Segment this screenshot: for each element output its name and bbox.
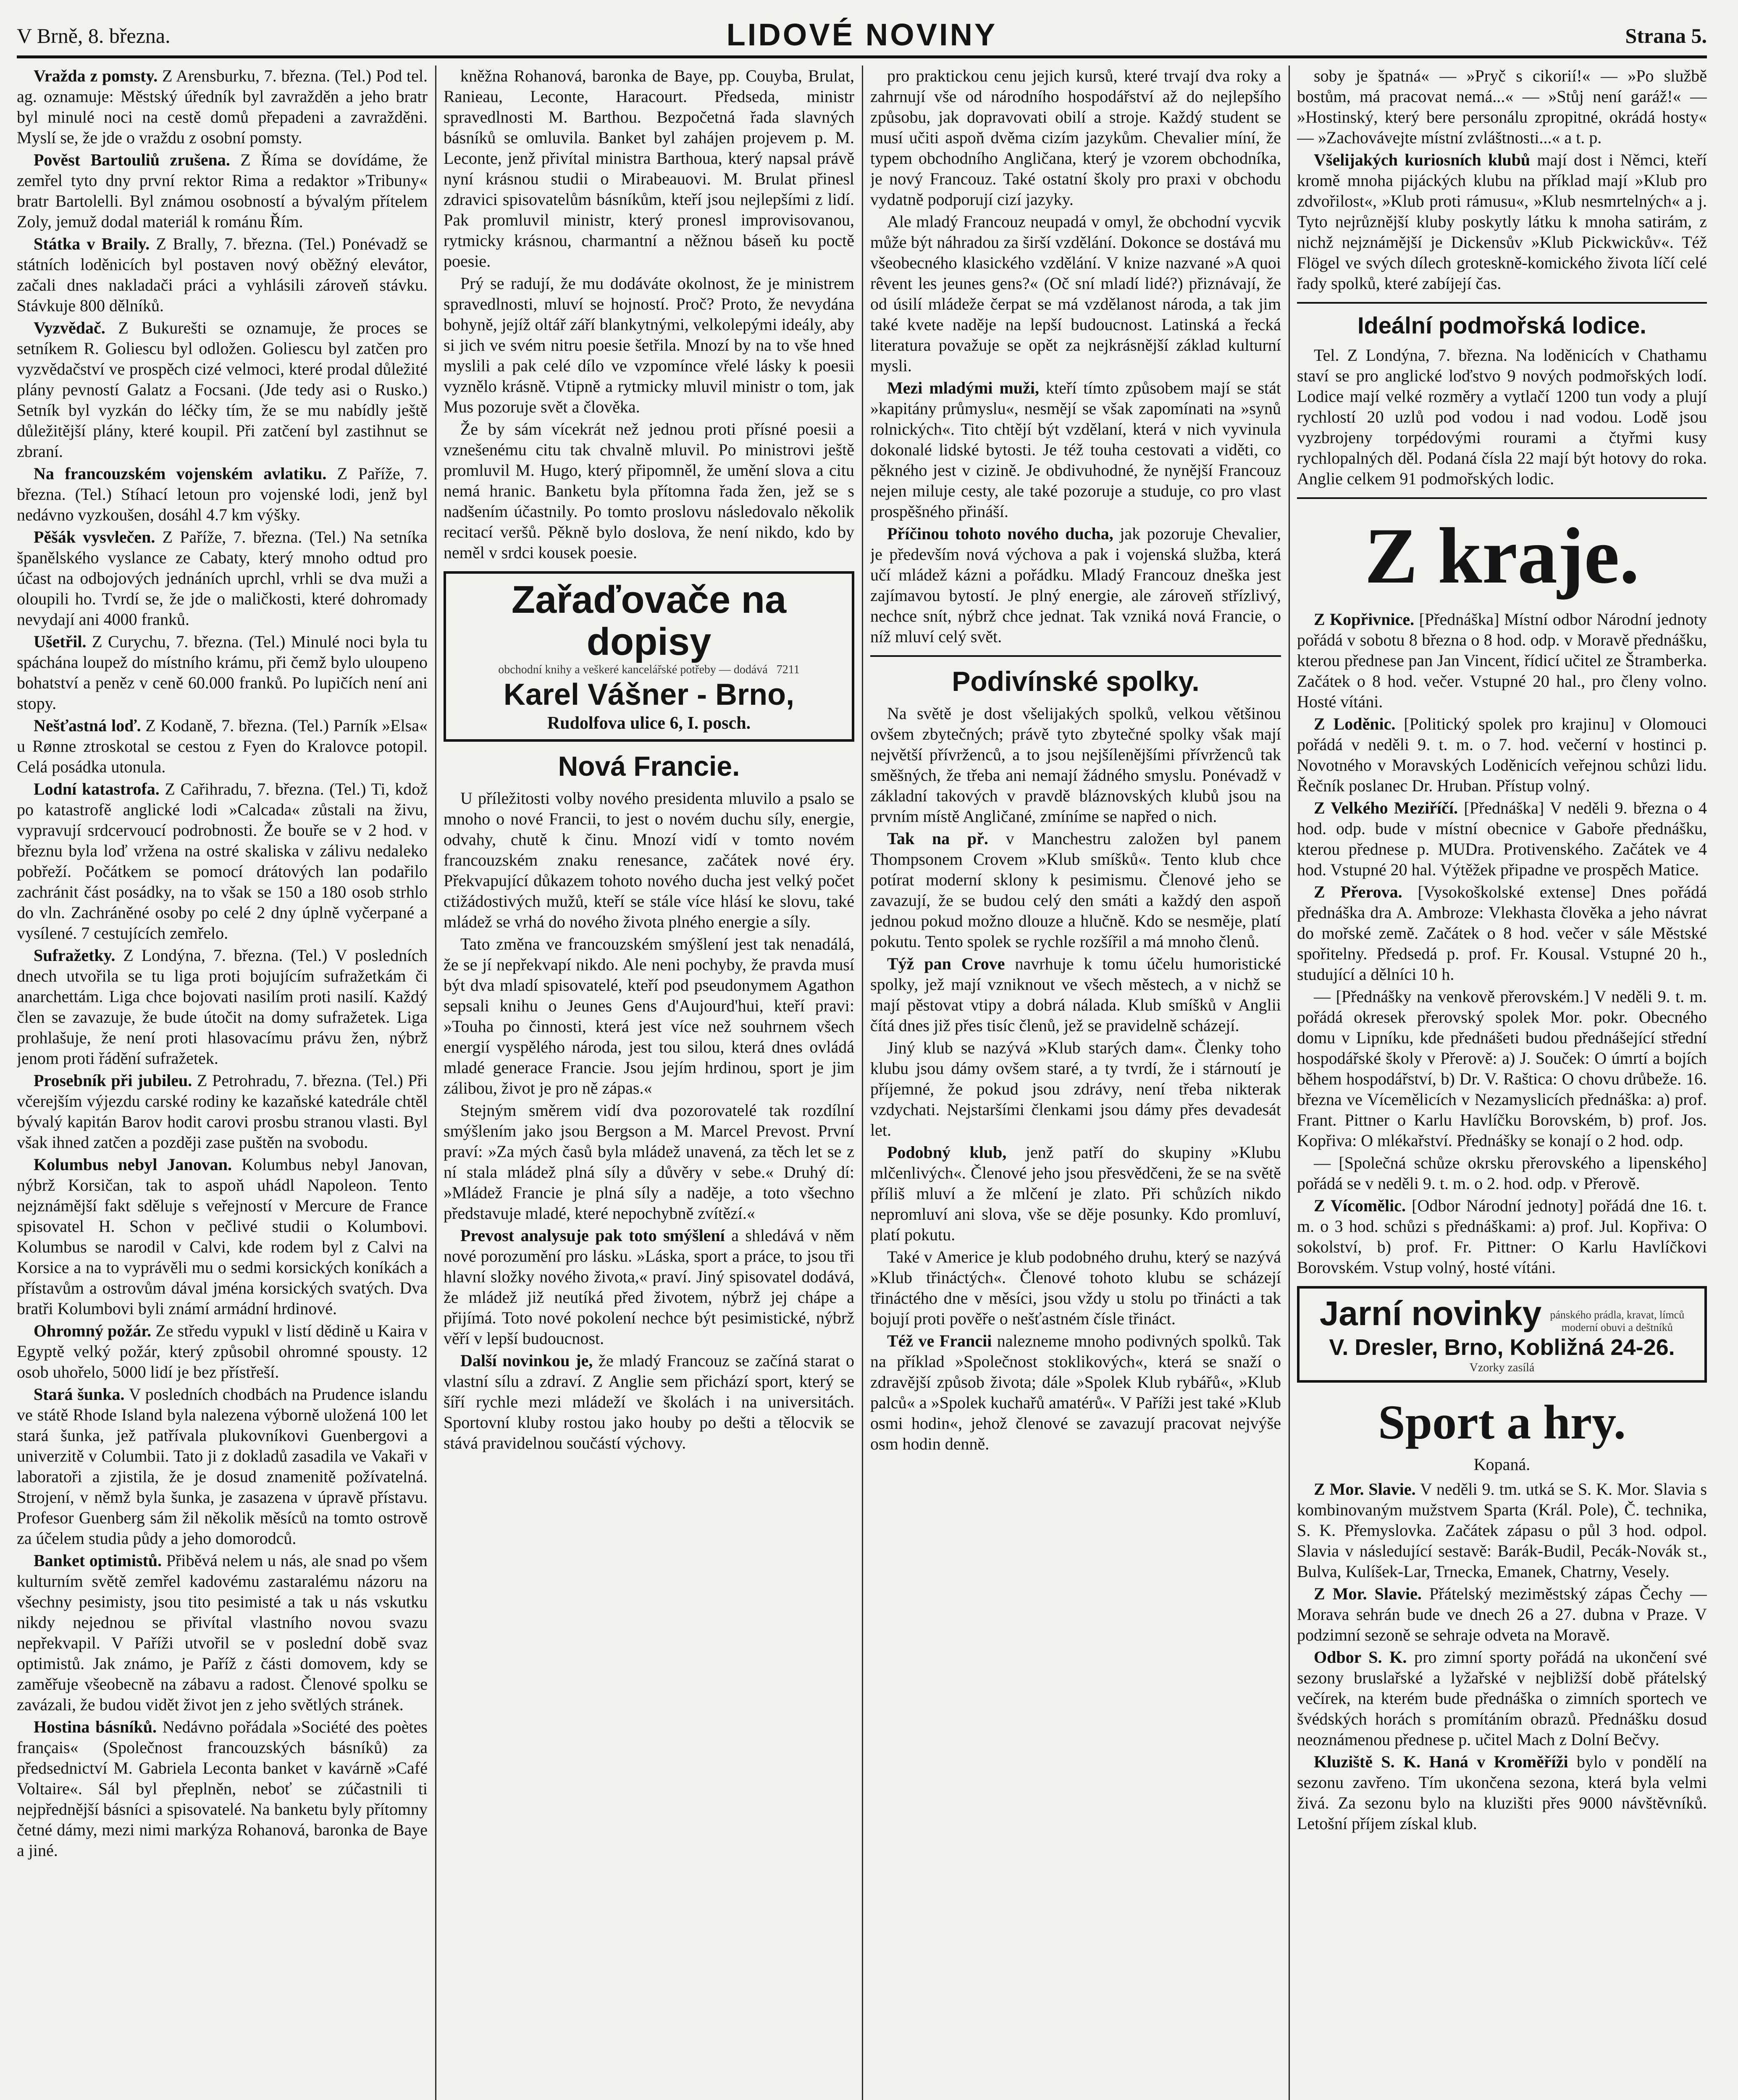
article-body: Jiný klub se nazývá »Klub starých dam«. Členky toho klubu jsou dámy ovšem staré, a ty tvrdí, že i stárnoutí je příjemné, že pokud jsou zdrávy, není třeba nikterak vzdychati. Nejstaršími členkami jsou dámy přes devadesát let. bbox=[870, 1038, 1281, 1139]
article-body: Nedávno pořádala »Société des poètes français« (Společnost francouzských básníků) za předsednictví M. Gabriela Leconta banket v kavárně »Café Voltaire«. Sál byl přeplněn, neboť se zúčastnili ti nejpřednější básníci a spisovatelé. Na banketu byly přítomny četné dámy, mezi nimi markýza Rohanová, baronka de Baye a jiné. bbox=[17, 1717, 428, 1860]
article-paragraph bbox=[870, 953, 1281, 1036]
column-3-articles bbox=[870, 66, 1281, 647]
advertisement-dresler bbox=[1297, 1286, 1707, 1383]
newspaper-title: LIDOVÉ NOVINY bbox=[726, 17, 998, 52]
article-paragraph bbox=[17, 1550, 428, 1715]
advertisement-vasner bbox=[444, 571, 854, 742]
podmorska-lodice-text: Tel. Z Londýna, 7. března. Na loděnicích v Chathamu staví se pro anglické loďstvo 9 nových podmořských lodí. Lodice mají velké rozměry a vytlačí 1200 tun vody a plují rychlostí 20 uzlů pod vodou i nad vodou. Lodě jsou vyzbrojeny torpédovými rourami a čtyřmi kusy rychlopalných děl. Podaná čísla 22 mají být hotovy do roka. Anglie celkem 91 podmořských lodic. bbox=[1297, 346, 1707, 488]
article-paragraph bbox=[444, 788, 854, 932]
article-body: že mladý Francouz se začíná starat o vlastní sílu a zdraví. Z Anglie sem přichází sport, který se šíří rychle mezi mládeží ve školách i na universitách. Sportovní kluby rostou jako houby po dešti a tělocvik se stává pravidelnou součástí výchovy. bbox=[444, 1351, 854, 1452]
article-paragraph bbox=[1297, 609, 1707, 712]
article-body: kněžna Rohanová, baronka de Baye, pp. Couyba, Brulat, Ranieau, Leconte, Haracourt. Předseda, ministr spravedlnosti M. Barthou. Bezpočetná řada slavných básníků se omluvila. Banket byl zahájen projevem p. M. Leconte, jenž přivítal ministra Barthoua, který napsal právě nyní krásnou studii o Mirabeauovi. M. Brulat přinesl zdravici spisovatelům básníkům, kteří jsou nejlepšími z lidí. Pak promluvil ministr, který pronesl improvisovanou, rytmicky krásnou, charmantní a něžnou báseň ku poctě poesie. bbox=[444, 66, 854, 270]
article-lead: Z Kopřivnice. bbox=[1314, 610, 1415, 629]
article-lead: Nešťastná loď. bbox=[34, 716, 141, 735]
article-body: U příležitosti volby nového presidenta mluvilo a psalo se mnoho o nové Francii, to jest o novém duchu síly, energie, odvahy, chutě k činu. Mnozí vidí v tomto novém francouzském znaku renesance, začátek nové éry. Překvapující důkazem tohoto nového ducha jest velký počet ctižádostivých mužů, kteří se stále více hlásí ke slovu, také mládež se vrhá do nového života plného energie a síly. bbox=[444, 789, 854, 931]
article-paragraph bbox=[870, 378, 1281, 522]
article-lead: Další novinkou je, bbox=[460, 1351, 593, 1370]
article-body: nalezneme mnoho podivných spolků. Tak na příklad »Společnost stoklikových«, která se snaží o zdravější způsob života; dále »Spolek Klub rybářů«, »Klub palců« a »Spolek kuchařů amatérů«. V Paříži jest také »Klub osmi hodin«, jehož členové se zavazují pracovat nejvýše osm hodin denně. bbox=[870, 1331, 1281, 1453]
article-lead: Z Mor. Slavie. bbox=[1314, 1584, 1422, 1603]
section-divider bbox=[870, 655, 1281, 657]
article-body: Z Bukurešti se oznamuje, že proces se setníkem R. Goliescu byl odložen. Goliescu byl zatčen pro vyzvědačství ve prospěch cizé velmoci, které prodal důležité plány pevností Galatz a Focsani. (Jde tedy asi o Rusko.) Setník byl vyzkán do léčky tím, že se mu nabídly ještě důležitější plány, které koupil. Při zatčení byl zastihnut se zbraní. bbox=[17, 318, 428, 461]
article-paragraph bbox=[17, 1717, 428, 1861]
article-body: Stejným směrem vidí dva pozorovatelé tak rozdílní smýšlením jako jsou Bergson a M. Marcel Prevost. První praví: »Za mých časů byla mládež unavená, za těch let se z ní stala mládež plná síly a důvěry v sebe.« Druhý dí: »Mládež Francie je plná síly a naděje, a toto všechno představuje mladé, které nepochybně zvítězí.« bbox=[444, 1101, 854, 1223]
issue-date: V Brně, 8. března. bbox=[17, 24, 171, 47]
article-lead: Podobný klub, bbox=[887, 1143, 1007, 1162]
article-paragraph bbox=[1297, 1751, 1707, 1834]
article-body: v Manchestru založen byl panem Thompsonem Crovem »Klub smíšků«. Tento klub chce potírat moderní sklony k pesimismu. Členové jeho se zavazují, že se budou celý den smáti a každý den aspoň jednou pokud možno dlouze a hlučně. Kdo se nesměje, platí pokutu. Tento spolek se rychle rozšířil a má mnoho členů. bbox=[870, 829, 1281, 951]
article-lead: Z Mor. Slavie. bbox=[1314, 1480, 1416, 1499]
article-body: — [Přednášky na venkově přerovském.] V neděli 9. t. m. pořádá okresek přerovský spolek Mor. pokr. Obecného domu v Lipníku, kde přednášeti budou přednášející střední hospodářské školy v Přerově: a) J. Souček: O úmrtí a bojích během hospodářství, b) Dr. V. Raštica: O chovu drůbeže. 16. března ve Vícemělicích v Nezamyslicích přednáška: a) prof. Frant. Pittner o Karlu Havlíčku Borovském, b) prof. Jos. Kopřiva: O mlékařství. Přednášky se konají o 2 hod. odp. bbox=[1297, 987, 1707, 1150]
article-body: Na světě je dost všelijakých spolků, velkou většinou ovšem zbytečných; právě tyto zbytečné spolky však mají největší přívrženců, a to jsou nejšílenějšími přívrženců tak směšných, že třeba ani nemají žádného smyslu. Ponévadž v základní takových v pravdě bláznovských klubů jsou na prvním místě Angličané, zmíníme se napřed o nich. bbox=[870, 704, 1281, 826]
article-body: Ze středu vypukl v listí dědině u Kaira v Egyptě velký požár, který způsobil ohromné spousty. 12 osob uhořelo, 5000 lidí je bez přístřeší. bbox=[17, 1321, 428, 1381]
article-lead: Kolumbus nebyl Janovan. bbox=[34, 1155, 232, 1174]
article-body: soby je špatná« — »Pryč s cikorií!« — »Po službě bostům, má pracovat nemá...« — »Stůj není garáž!« — »Hostinský, který bere personálu zpropitné, okrádá hosty« — »Zachovávejte místní zvláštnosti...« a t. p. bbox=[1297, 66, 1707, 147]
article-paragraph bbox=[870, 1037, 1281, 1140]
article-paragraph bbox=[444, 66, 854, 271]
article-paragraph bbox=[1297, 1152, 1707, 1194]
article-paragraph bbox=[17, 1070, 428, 1152]
ad-phone: 7211 bbox=[776, 663, 800, 676]
article-paragraph bbox=[870, 1247, 1281, 1329]
sport-articles bbox=[1297, 1479, 1707, 1834]
article-paragraph bbox=[870, 703, 1281, 827]
article-body: Ale mladý Francouz neupadá v omyl, že obchodní vycvik může být náhradou za širší vzdělání. Dokonce se dostává mu všeobecného klasického vzdělání. V knize nazvané »A quoi rêvent les jeunes gens?« (Oč sní mladí lidé?) přiznávají, že od úsilí mládeže čerpat se má vzdělanost národa, a tak jim také kvete naděje na lepší budoucnost. Latinská a řecká literatura považuje se opět za nejkrásnější základ kulturní mysli. bbox=[870, 212, 1281, 375]
article-paragraph bbox=[1297, 150, 1707, 294]
article-paragraph bbox=[17, 463, 428, 525]
article-body: Z Cařihradu, 7. března. (Tel.) Ti, kdož po katastrofě anglické lodi »Calcada« zůstali na živu, vypravují srdcervoucí podrobnosti. Že bouře se v 2 hod. v březnu byla loď vržena na ostré skaliska v zálivu nedaleko pobřeží. Počátkem se pomocí drátových lan podařilo zachránit část posádky, na to však se 150 a 180 osob strhlo do vln. Zachráněné osoby po celé 2 dny úplně vyčerpané a vysílené. 7 cestujících zemřelo. bbox=[17, 780, 428, 942]
article-lead: Hostina básníků. bbox=[34, 1717, 157, 1736]
ad-goods-line-1: pánského prádla, kravat, límců bbox=[1550, 1308, 1685, 1321]
article-body: [Politický spolek pro krajinu] v Olomouci pořádá v neděli 9. t. m. o 7. hod. večerní v hostinci p. Novotného v Moravských Loděnicích veřejnou schůzi lidu. Řečník poslanec Dr. Hruban. Přístup volný. bbox=[1297, 714, 1707, 795]
article-paragraph bbox=[870, 523, 1281, 647]
article-paragraph bbox=[870, 211, 1281, 376]
article-body: [Přednáška] Místní odbor Národní jednoty pořádá v sobotu 8 března o 8 hod. odp. v Moravě přednášku, kterou přednese pan Jan Vincent, řídicí učitel ze Štramberka. Začátek o 8 hod. večer. Vstupné 20 hal., pro členy volno. Hosté vítáni. bbox=[1297, 610, 1707, 711]
column-3 bbox=[870, 66, 1281, 2100]
article-paragraph bbox=[870, 66, 1281, 210]
article-body: Přiběvá nelem u nás, ale snad po všem kulturním světě zemřel kadovému zastaralému názoru na všechny pesimisty, jsou tito pesimisté a tak u nás vskutku nikdy nejednou se přivítal vlastního novou svazu nepřekvapil. V Paříži utvořil se v poslední době svaz optimistů. Jak známo, je Paříž z části domovem, kdy se zaměřuje všeobecně na zábavu a radost. Členové spolku se zavázali, že budou vidět život jen z jeho světlých stránek. bbox=[17, 1551, 428, 1714]
section-divider bbox=[1297, 497, 1707, 499]
article-body: Tato změna ve francouzském smýšlení jest tak nenadálá, že se jí nepřekvapí nikdo. Ale neni pochyby, že pravda musí být dva mladí spisovatelé, kteří pod pseudonymem Agathon sepsali knihu o Jeunes Gens d'Aujourd'hui, kteří pravi: »Touha po činnosti, která jest více než souhrnem všech energií vyspělého národa, jest tou silou, která dnes ovládá mladé generace Francie. Jsou jejím hrdinou, sport je jim zálibou, život je pro ně zápas.« bbox=[444, 934, 854, 1097]
article-paragraph bbox=[1297, 714, 1707, 796]
article-body: V neděli 9. tm. utká se S. K. Mor. Slavia s kombinovaným mužstvem Sparta (Král. Pole), Č. technika, S. K. Přemyslovka. Začátek zápasu o půl 3 hod. odpol. Slavia v následující sestavě: Barák-Budil, Pecák-Novák st., Bulva, Kulíšek-Lar, Trnecka, Emanek, Chatrny, Vesely. bbox=[1297, 1480, 1707, 1581]
article-body: navrhuje k tomu účelu humoristické spolky, jež mají vzniknout ve všech městech, a v nichž se mají pěstovat vtipy a dobrá nálada. Klub smíšků v Anglii čítá dnes již přes tisíc členů, jež se pravidelně scházejí. bbox=[870, 954, 1281, 1035]
article-body: kteří tímto způsobem mají se stát »kapitány průmyslu«, nesmějí se však zapomínati na »synů rolnických«. Tito chtějí být vzdělaní, která v nich vyvinula dokonalé lidské bytosti. Je též touha cestovati a viděti, co pěkného jest v cizině. Je obdivuhodné, že nynější Francouz nejen miluje cesty, ale také pozoruje a studuje, co pro vlast prospěšného přináší. bbox=[870, 378, 1281, 521]
article-lead: Kluziště S. K. Haná v Kroměříži bbox=[1314, 1752, 1568, 1771]
article-lead: Vražda z pomsty. bbox=[34, 66, 158, 85]
article-body: [Přednáška] V neděli 9. března o 4 hod. odp. bude v místní obecnice v Gaboře přednášku, kterou přednese p. MUDra. Protivenského. Začátek ve 4 hod. Vstupné 20 hal. Výtěžek připadne ve prospěch Matice. bbox=[1297, 798, 1707, 879]
column-2-articles bbox=[444, 66, 854, 563]
article-body: pro zimní sporty pořádá na ukončení své sezony bruslařské a lyžařské v nejbližší době přátelský večírek, na kterém bude přednáška o zimních sportech ve švédských horách s promítáním obrazů. Přednášku dosud neoznámenou přednese p. učitel Mach z Dolní Bečvy. bbox=[1297, 1648, 1707, 1749]
article-paragraph bbox=[17, 1320, 428, 1382]
ad-goods-text: obchodní knihy a veškeré kancelářské potřeby — dodává bbox=[498, 663, 768, 676]
article-lead: Příčinou tohoto nového ducha, bbox=[887, 524, 1113, 543]
article-paragraph bbox=[444, 934, 854, 1098]
article-body: jenž patří do skupiny »Klubu mlčenlivých«. Členové jeho jsou přesvědčeni, že se na světě příliš mluví a že mlčení je zlato. Při schůzích nikdo nepromluví ani slova, vše se děje posunky. Kdo promluví, platí pokutu. bbox=[870, 1143, 1281, 1244]
article-paragraph bbox=[1297, 1583, 1707, 1645]
article-paragraph bbox=[444, 1225, 854, 1349]
article-lead: Ohromný požár. bbox=[34, 1321, 152, 1340]
article-lead: Na francouzském vojenském avlatiku. bbox=[34, 464, 327, 483]
article-paragraph bbox=[1297, 1647, 1707, 1750]
article-lead: Z Vícomělic. bbox=[1314, 1196, 1406, 1215]
article-paragraph bbox=[870, 1331, 1281, 1454]
column-1-articles bbox=[17, 66, 428, 1861]
ad-headline: Zařaďovače na dopisy bbox=[511, 578, 787, 663]
article-paragraph bbox=[17, 631, 428, 714]
article-paragraph bbox=[1297, 986, 1707, 1151]
article-body: jak pozoruje Chevalier, je především nová výchova a pak i vojenská služba, která učí mládež kázni a pořádku. Mladý Francouz dneška jest zajímavou bytostí. Je plný energie, ale zároveň střízlivý, nechce snít, nýbrž chce jednat. Tak vzniká nová Francie, o níž mluví celý svět. bbox=[870, 524, 1281, 646]
podivinske-spolky-article bbox=[870, 703, 1281, 1454]
article-lead: Též ve Francii bbox=[887, 1331, 992, 1350]
article-paragraph bbox=[1297, 882, 1707, 984]
z-kraje-articles bbox=[1297, 609, 1707, 1278]
article-lead: Odbor S. K. bbox=[1314, 1648, 1407, 1667]
article-paragraph bbox=[444, 419, 854, 563]
article-body: Z Arensburku, 7. března. (Tel.) Pod tel. ag. oznamuje: Městský úředník byl zavražděn a jeho bratr byl minulé noci na cestě domů přepadeni a zavražděni. Myslí se, že jde o vraždu z osobní pomsty. bbox=[17, 66, 428, 147]
article-body: Z Curychu, 7. března. (Tel.) Minulé noci byla tu spáchána loupež do místního krámu, při čemž bylo uloupeno bohatství a peněz v ceně 60.000 franků. Po lupičích není ani stopy. bbox=[17, 632, 428, 713]
section-divider bbox=[1297, 302, 1707, 304]
article-body: Že by sám vícekrát než jednou proti přísné poesii a vznešenému citu tak chvalně mluvil. Po ministrovi ještě promluvil M. Hugo, který připomněl, že umění slova a citu nemá hranic. Banketu byla přítomna řada žen, jež se s nadšením účastnily. Po tomto proslovu následovalo několik recitací veršů. Pěkně bylo doslova, že není nikdo, kdo by neměl v srdci kousek poesie. bbox=[444, 420, 854, 562]
article-body: [Vysokoškolské extense] Dnes pořádá přednáška dra A. Ambroze: Vlekhasta člověka a jeho návrat do mořské země. Začátek o 8 hod. večer v sále Městské spořitelny. Předsedá p. prof. Fr. Kousal. Vstupné 20 h., studující a dělníci 10 h. bbox=[1297, 882, 1707, 984]
article-lead: Týž pan Crove bbox=[887, 954, 1005, 973]
section-heading-podmorska-lodice: Ideální podmořská lodice. bbox=[1357, 312, 1646, 339]
article-lead: Sufražetky. bbox=[34, 946, 116, 965]
page-header bbox=[17, 15, 1707, 58]
article-paragraph bbox=[1297, 66, 1707, 148]
article-paragraph bbox=[870, 1142, 1281, 1245]
page-number: Strana 5. bbox=[1625, 24, 1707, 47]
article-paragraph bbox=[17, 779, 428, 943]
ad-address: Rudolfova ulice 6, I. posch. bbox=[547, 714, 751, 733]
article-body: mají dost i Němci, kteří kromě mnoha pijáckých klubu na příklad mají »Klub pro zdvořilost«, »Klub proti rámusu«, »Klub nesmrtelných« a j. Tyto nejrůznější kluby poskytly látku k mnoha satirám, z nichž nejznámější je Dickensův »Klub Pickwickův«. Též Flögel ve svých dílech groteskně-komického života líčí celé řady spolků, které zabíjejí čas. bbox=[1297, 150, 1707, 293]
column-2 bbox=[444, 66, 854, 2100]
article-body: Prý se radují, že mu dodáváte okolnost, že je ministrem spravedlnosti, mluví se hojností. Proč? Proto, že nevydána bohyně, jejíž oltář září blankytnými, velkolepými ideály, aby si jich ve svém nitru poesie šetřila. Mnozí by na to vše hned myslili a pak celé dílo ve vzpomínce vřelé lásky k poesii vyznělo krásně. Vtipně a rytmicky mluvil ministr o tom, jak Mus pozoruje svět a člověka. bbox=[444, 274, 854, 416]
article-lead: Tak na př. bbox=[887, 829, 988, 848]
section-heading-nova-francie: Nová Francie. bbox=[558, 751, 740, 782]
ad-company-name: V. Dresler, Brno, Kobližná 24-26. bbox=[1329, 1335, 1675, 1360]
article-body: pro praktickou cenu jejich kursů, které trvají dva roky a zahrnují vše od národního hospodářství až do nejlepšího způsobu, jak dopravovati obilí a stroje. Každý student se musí učiti aspoň dvěma cizím jazykům. Chevalier míní, že typem obchodního Angličana, který je vzorem obchodníka, je nový Francouz. Také ostatní školy pro praxi v obchodu vydatně podporují cizí jazyky. bbox=[870, 66, 1281, 209]
section-heading-podivinske-spolky: Podivínské spolky. bbox=[952, 666, 1200, 697]
article-lead: Z Přerova. bbox=[1314, 882, 1402, 901]
article-paragraph bbox=[17, 1384, 428, 1549]
article-lead: Ušetřil. bbox=[34, 632, 87, 651]
ad-note: Vzorky zasílá bbox=[1469, 1361, 1535, 1374]
article-body: Kolumbus nebyl Janovan, nýbrž Korsičan, tak to aspoň uhádl Napoleon. Tento nejznámější fakt sděluje s veřejností v Mercure de France spisovatel H. Schon v pečlivé studii o Kolumbovi. Kolumbus se narodil v Calvi, kde rodem byl z Calvi na Korsice a na to vyprávěli mu o sedmi korsických koníkách a přístavům a ostrovům dával jména korsických svatých. Dva bratři Kolumbovi byli známí armádní hrdinové. bbox=[17, 1155, 428, 1318]
column-4-top-articles bbox=[1297, 66, 1707, 294]
article-body: Přátelský meziměstský zápas Čechy — Morava sehrán bude ve dnech 26 a 27. dubna v Praze. V podzimní sezoně se sehraje odveta na Moravě. bbox=[1297, 1584, 1707, 1644]
article-paragraph bbox=[17, 234, 428, 316]
article-paragraph bbox=[17, 715, 428, 777]
article-body: a shledává v něm nové porozumění pro lásku. »Láska, sport a práce, to jsou tři hlavní složky nového života,« praví. Jiný spisovatel dodává, že mládež již neutíká před životem, nýbrž jej chápe a přijímá. Toto nové pokolení nechce být pesimistické, nýbrž věří v lepší budoucnost. bbox=[444, 1226, 854, 1348]
article-paragraph bbox=[444, 273, 854, 417]
article-paragraph bbox=[17, 945, 428, 1068]
ad-goods bbox=[1550, 1309, 1684, 1334]
article-lead: Všelijakých kuriosních klubů bbox=[1314, 150, 1531, 169]
article-body: Z Brally, 7. března. (Tel.) Ponévadž se státních loděnicích byl postaven nový oběžný elevátor, začali dnes nakladači práci a vyhlásili zároveň stávku. Stávkuje 800 dělníků. bbox=[17, 234, 428, 315]
article-body: bylo v pondělí na sezonu zavřeno. Tím ukončena sezona, která byla velmi živá. Za sezonu bylo na kluzišti přes 9000 návštěvníků. Letošní příjem získal klub. bbox=[1297, 1752, 1707, 1833]
article-paragraph bbox=[1297, 1479, 1707, 1582]
article-body: — [Společná schůze okrsku přerovského a lipenského] pořádá se v neděli 9. t. m. o 2. hod. odp. v Přerově. bbox=[1297, 1153, 1707, 1193]
column-4 bbox=[1297, 66, 1707, 2100]
ad-goods-line-2: moderní obuvi a deštníků bbox=[1561, 1321, 1673, 1334]
article-paragraph bbox=[444, 1350, 854, 1453]
article-lead: Státka v Braily. bbox=[34, 234, 150, 253]
article-paragraph bbox=[1297, 798, 1707, 880]
article-body: V posledních chodbách na Prudence islandu ve státě Rhode Island byla nalezena výborně uložená 100 let stará šunka, jež patřívala plukovníkovi Guenbergovi a univerzitě v Columbii. Tato ji z dokladů zasadila ve Vakaři v laboratoři a zjistila, že je dosud znamenitě požívatelná. Strojení, v němž byla šunka, je zasazena v úpravě přístavu. Profesor Guenberg sám žil několik měsíců na tomto ostrově za účelem studia půdy a jeho domorodců. bbox=[17, 1385, 428, 1548]
article-lead: Prosebník při jubileu. bbox=[34, 1071, 192, 1090]
subsection-kopana: Kopaná. bbox=[1473, 1455, 1531, 1474]
article-lead: Prevost analysuje pak toto smýšlení bbox=[460, 1226, 725, 1245]
article-lead: Lodní katastrofa. bbox=[34, 780, 160, 798]
article-body: Také v Americe je klub podobného druhu, který se nazývá »Klub třináctých«. Členové tohoto klubu se scházejí třináctého dne v měsíci, jsou vždy u stolu po třinácti a tak bojují proti pověře o nešťastném čísle třináct. bbox=[870, 1247, 1281, 1328]
ad-headline: Jarní novinky bbox=[1319, 1294, 1542, 1333]
article-paragraph bbox=[17, 66, 428, 148]
article-paragraph bbox=[17, 150, 428, 232]
nova-francie-article bbox=[444, 788, 854, 1453]
section-heading-sport: Sport a hry. bbox=[1378, 1396, 1626, 1449]
section-heading-z-kraje: Z kraje. bbox=[1364, 512, 1640, 600]
article-paragraph bbox=[1297, 1195, 1707, 1278]
article-lead: Z Velkého Meziříčí. bbox=[1314, 798, 1458, 817]
newspaper-page bbox=[17, 15, 1707, 2100]
ad-company-name: Karel Vášner - Brno, bbox=[503, 678, 795, 711]
article-body: Z Kodaně, 7. března. (Tel.) Parník »Elsa« u Rønne ztroskotal se cestou z Fyen do Kralovce potopil. Celá posádka utonula. bbox=[17, 716, 428, 776]
article-paragraph bbox=[17, 527, 428, 630]
article-body: Z Petrohradu, 7. března. (Tel.) Při včerejším výjezdu carské rodiny ke kazaňské katedrále chtěl bývalý kapitán Barov hodit carovi prosbu stranou vlasti. Byl však ihned zatčen a později zase puštěn na svobodu. bbox=[17, 1071, 428, 1152]
ad-goods bbox=[452, 663, 846, 677]
column-rule bbox=[862, 66, 863, 2100]
article-lead: Vyzvědač. bbox=[34, 318, 105, 337]
column-rule bbox=[435, 66, 436, 2100]
article-body: Z Paříže, 7. března. (Tel.) Na setníka španělského vyslance ze Cabaty, který mnoho odtud pro účast na odbojových jednáních uprchl, vrhli se dva muži a oloupili ho. Tvrdí se, že jde o maličkosti, které dohromady nevydají ani 4000 franků. bbox=[17, 528, 428, 629]
article-body: Z Londýna, 7. března. (Tel.) V posledních dnech utvořila se tu liga proti bojujícím sufražetkám či anarchettám. Liga chce bojovati nasilím proti nasilí. Každý člen se zavazuje, že bude útočit na domy sufražetek. Liga prohlašuje, že není proti hlasovacímu právu žen, nýbrž jenom proti řádění sufražetek. bbox=[17, 946, 428, 1068]
article-body: Z Paříže, 7. března. (Tel.) Stíhací letoun pro vojenské lodi, jenž byl nedávno vyzkoušen, dosáhl 4.7 km výšky. bbox=[17, 464, 428, 524]
article-lead: Stará šunka. bbox=[34, 1385, 125, 1404]
article-lead: Banket optimistů. bbox=[34, 1551, 162, 1570]
article-lead: Mezi mladými muži, bbox=[887, 378, 1039, 397]
article-body: Z Říma se dovídáme, že zemřel tyto dny první rektor Rima a redaktor »Tribuny« bratr Bartolelli. Byl známou osobností a bývalým přítelem Zoly, jemuž dodal materiál k románu Řím. bbox=[17, 150, 428, 231]
column-1 bbox=[17, 66, 428, 2100]
article-paragraph bbox=[444, 1100, 854, 1223]
column-rule bbox=[1289, 66, 1290, 2100]
article-paragraph bbox=[870, 828, 1281, 952]
article-body: [Odbor Národní jednoty] pořádá dne 16. t. m. o 3 hod. schůzi s přednáškami: a) prof. Jul. Kopřiva: O sokolství, b) prof. Fr. Pittner: O Karlu Havlíčkovi Borovském. Vstup volný, hosté vítáni. bbox=[1297, 1196, 1707, 1277]
article-lead: Pěšák vysvlečen. bbox=[34, 528, 155, 546]
article-lead: Z Loděnic. bbox=[1314, 714, 1396, 733]
article-paragraph bbox=[17, 1154, 428, 1319]
article-lead: Pověst Bartouliů zrušena. bbox=[34, 150, 230, 169]
article-paragraph bbox=[17, 318, 428, 462]
